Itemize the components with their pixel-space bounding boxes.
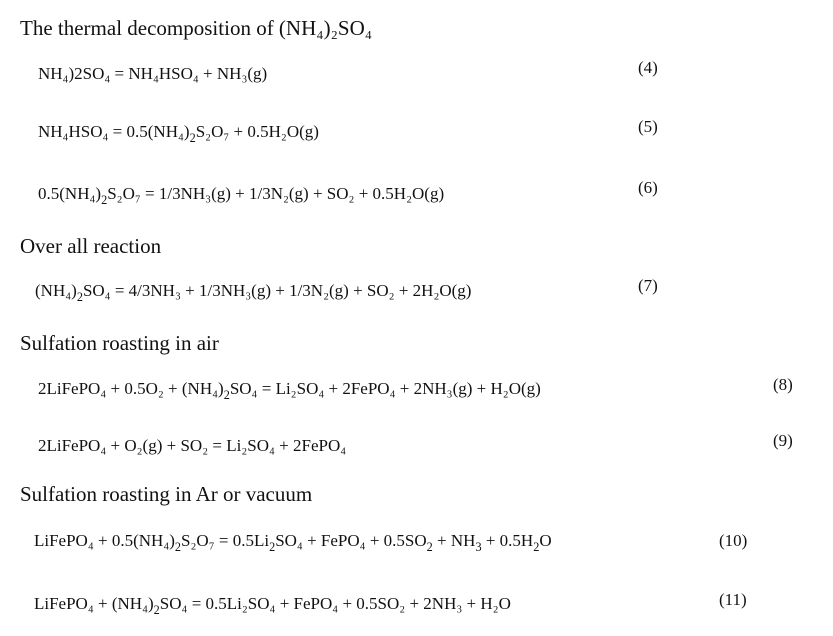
section-heading-sulfation-air: Sulfation roasting in air bbox=[20, 331, 219, 355]
equation-number-6: (6) bbox=[638, 178, 658, 197]
section-heading-sulfation-ar-vacuum: Sulfation roasting in Ar or vacuum bbox=[20, 482, 313, 506]
equation-text: S₂O₇ = 0.5Li bbox=[181, 531, 270, 550]
subscript: 2 bbox=[223, 387, 230, 402]
subscript: 2 bbox=[153, 602, 160, 617]
subscript: 2 bbox=[269, 539, 276, 554]
equation-text: SO₄ = Li₂SO₄ + 2FePO₄ + 2NH₃(g) + H₂O(g) bbox=[229, 379, 541, 398]
subscript: 2 bbox=[533, 539, 540, 554]
subscript: 2 bbox=[189, 130, 196, 145]
subscript: 2 bbox=[76, 289, 83, 304]
equation-10 bbox=[34, 531, 552, 554]
equation-number-11: (11) bbox=[719, 590, 747, 609]
equation-text: (NH₄) bbox=[35, 281, 77, 300]
equation-11 bbox=[34, 594, 511, 617]
equation-text: 2LiFePO₄ + 0.5O₂ + (NH₄) bbox=[38, 379, 224, 398]
equation-text: + NH bbox=[432, 531, 476, 550]
subscript: 2 bbox=[101, 192, 108, 207]
equation-number-5: (5) bbox=[638, 117, 658, 136]
equation-text: S₂O₇ = 1/3NH₃(g) + 1/3N₂(g) + SO₂ + 0.5H₂O(g) bbox=[107, 184, 445, 203]
equation-6 bbox=[38, 184, 445, 207]
equation-number-8: (8) bbox=[773, 375, 793, 394]
equation-text: O bbox=[539, 531, 552, 550]
equation-text: NH₄HSO₄ = 0.5(NH₄) bbox=[38, 122, 190, 141]
equation-text: LiFePO₄ + 0.5(NH₄) bbox=[34, 531, 175, 550]
equation-number-9: (9) bbox=[773, 431, 793, 450]
equation-text: LiFePO₄ + (NH₄) bbox=[34, 594, 154, 613]
equation-4 bbox=[38, 65, 267, 82]
subscript: 2 bbox=[426, 539, 433, 554]
equation-number-10: (10) bbox=[719, 531, 748, 550]
equation-text: SO₄ = 4/3NH₃ + 1/3NH₃(g) + 1/3N₂(g) + SO₂ + 2H₂O(g) bbox=[82, 281, 472, 300]
equation-number-4: (4) bbox=[638, 58, 658, 77]
equation-text: + 0.5H bbox=[481, 531, 534, 550]
equation-text: 2LiFePO₄ + O₂(g) + SO₂ = Li₂SO₄ + 2FePO₄ bbox=[38, 436, 347, 455]
equation-5 bbox=[38, 122, 319, 145]
equation-text: SO₄ = 0.5Li₂SO₄ + FePO₄ + 0.5SO₂ + 2NH₃ + H₂O bbox=[159, 594, 511, 613]
section-heading-thermal-decomposition: The thermal decomposition of (NH₄)₂SO₄ bbox=[20, 16, 373, 40]
subscript: 3 bbox=[475, 539, 482, 554]
equation-number-7: (7) bbox=[638, 276, 658, 295]
equation-9 bbox=[38, 437, 346, 454]
section-heading-overall-reaction: Over all reaction bbox=[20, 234, 162, 258]
subscript: 2 bbox=[174, 539, 182, 554]
equation-text: 0.5(NH₄) bbox=[38, 184, 102, 203]
equation-8 bbox=[38, 379, 541, 402]
equation-text: SO₄ + FePO₄ + 0.5SO bbox=[275, 531, 427, 550]
equation-text: S₂O₇ + 0.5H₂O(g) bbox=[195, 122, 319, 141]
equation-text: NH₄)2SO₄ = NH₄HSO₄ + NH₃(g) bbox=[38, 64, 268, 83]
equation-7 bbox=[35, 281, 472, 304]
